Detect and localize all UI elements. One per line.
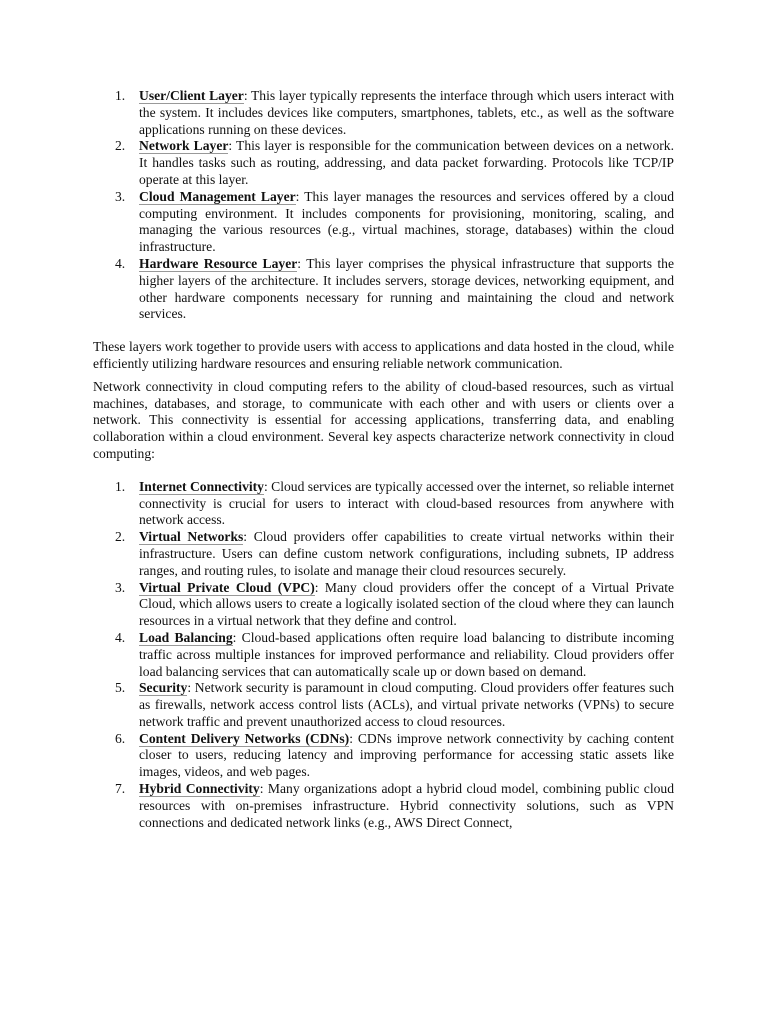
list-term: User/Client Layer [139, 88, 244, 103]
list-number: 1. [115, 478, 126, 494]
list-number: 4. [115, 629, 126, 645]
architecture-layers-list [93, 88, 674, 323]
list-text: : Many organizations adopt a hybrid cloud model, combining public cloud resources with on-premises infrastructure. Hybrid connectivity solutions, such as VPN connections and dedicated network links (e.g., AWS Direct Connect, [139, 781, 675, 830]
list-term: Cloud Management Layer [139, 188, 296, 204]
list-item [93, 256, 674, 323]
list-text: : This layer comprises the physical infrastructure that supports the higher layers of the architecture. It includes servers, storage devices, networking equipment, and other hardware components necessary for running and maintaining the cloud and network services. [139, 255, 675, 322]
list-number: 3. [115, 579, 126, 595]
list-number: 3. [115, 188, 126, 204]
list-item [93, 138, 674, 188]
list-term: Virtual Private Cloud (VPC) [139, 579, 315, 595]
list-item [93, 88, 674, 138]
list-number: 4. [115, 255, 126, 271]
list-text: : This layer manages the resources and services offered by a cloud computing environment. It includes components for provisioning, monitoring, scaling, and managing the various resources (e.g., virtual machines, storage, databases) within the cloud infrastructure. [139, 188, 674, 255]
list-term: Internet Connectivity [139, 478, 264, 494]
list-term: Virtual Networks [139, 529, 244, 545]
list-number: 6. [115, 730, 126, 746]
list-term: Content Delivery Networks (CDNs) [139, 730, 350, 746]
list-number: 2. [115, 138, 126, 154]
list-number: 2. [115, 529, 126, 545]
list-text: : CDNs improve network connectivity by caching content closer to users, reducing latency and improving performance for accessing static assets like images, videos, and web pages. [139, 730, 674, 780]
list-text: : Cloud services are typically accessed over the internet, so reliable internet connectivity is crucial for users to interact with cloud-based resources from anywhere with network access. [139, 478, 675, 528]
list-item [93, 781, 674, 831]
list-item [93, 529, 674, 579]
list-term: Load Balancing [139, 629, 233, 645]
list-number: 5. [115, 680, 126, 696]
list-item [93, 479, 674, 529]
list-text: : Network security is paramount in cloud computing. Cloud providers offer features such as firewalls, network access control lists (ACLs), and virtual private networks (VPNs) to secure network traffic and prevent unauthorized access to cloud resources. [139, 680, 674, 729]
list-item [93, 731, 674, 781]
list-item [93, 580, 674, 630]
list-number: 7. [115, 781, 126, 797]
list-item [93, 630, 674, 680]
list-text: : This layer typically represents the interface through which users interact with the system. It includes devices like computers, smartphones, tablets, etc., as well as the software applications running on these devices. [139, 88, 674, 137]
list-term: Hybrid Connectivity [139, 781, 260, 797]
list-text: : Cloud-based applications often require load balancing to distribute incoming traffic across multiple instances for improved performance and reliability. Cloud providers offer load balancing services that can automatically scale up or down based on demand. [139, 629, 674, 679]
document-body [93, 88, 674, 831]
list-item [93, 189, 674, 256]
connectivity-intro-paragraph: Network connectivity in cloud computing refers to the ability of cloud-based resources, such as virtual machines, databases, and storage, to communicate with each other and with users or clients over a network. This connectivity is essential for accessing applications, transferring data, and enabling collaboration within a cloud environment. Several key aspects characterize network connectivity in cloud computing: [93, 378, 674, 461]
list-text: : Cloud providers offer capabilities to create virtual networks within their infrastructure. Users can define custom network configurations, including subnets, IP address ranges, and routing rules, to isolate and manage their cloud resources securely. [139, 529, 674, 578]
list-number: 1. [115, 88, 126, 103]
summary-paragraph: These layers work together to provide users with access to applications and data hosted in the cloud, while efficiently utilizing hardware resources and ensuring reliable network communication. [93, 339, 674, 371]
connectivity-aspects-list [93, 479, 674, 832]
list-item [93, 680, 674, 730]
list-text: : This layer is responsible for the communication between devices on a network. It handles tasks such as routing, addressing, and data packet forwarding. Protocols like TCP/IP operate at this layer. [139, 138, 674, 187]
list-term: Security [139, 680, 188, 696]
list-term: Network Layer [139, 138, 229, 154]
list-term: Hardware Resource Layer [139, 255, 298, 271]
list-text: : Many cloud providers offer the concept of a Virtual Private Cloud, which allows users to create a logically isolated section of the cloud where they can launch resources in a virtual network that they define and control. [139, 579, 675, 629]
